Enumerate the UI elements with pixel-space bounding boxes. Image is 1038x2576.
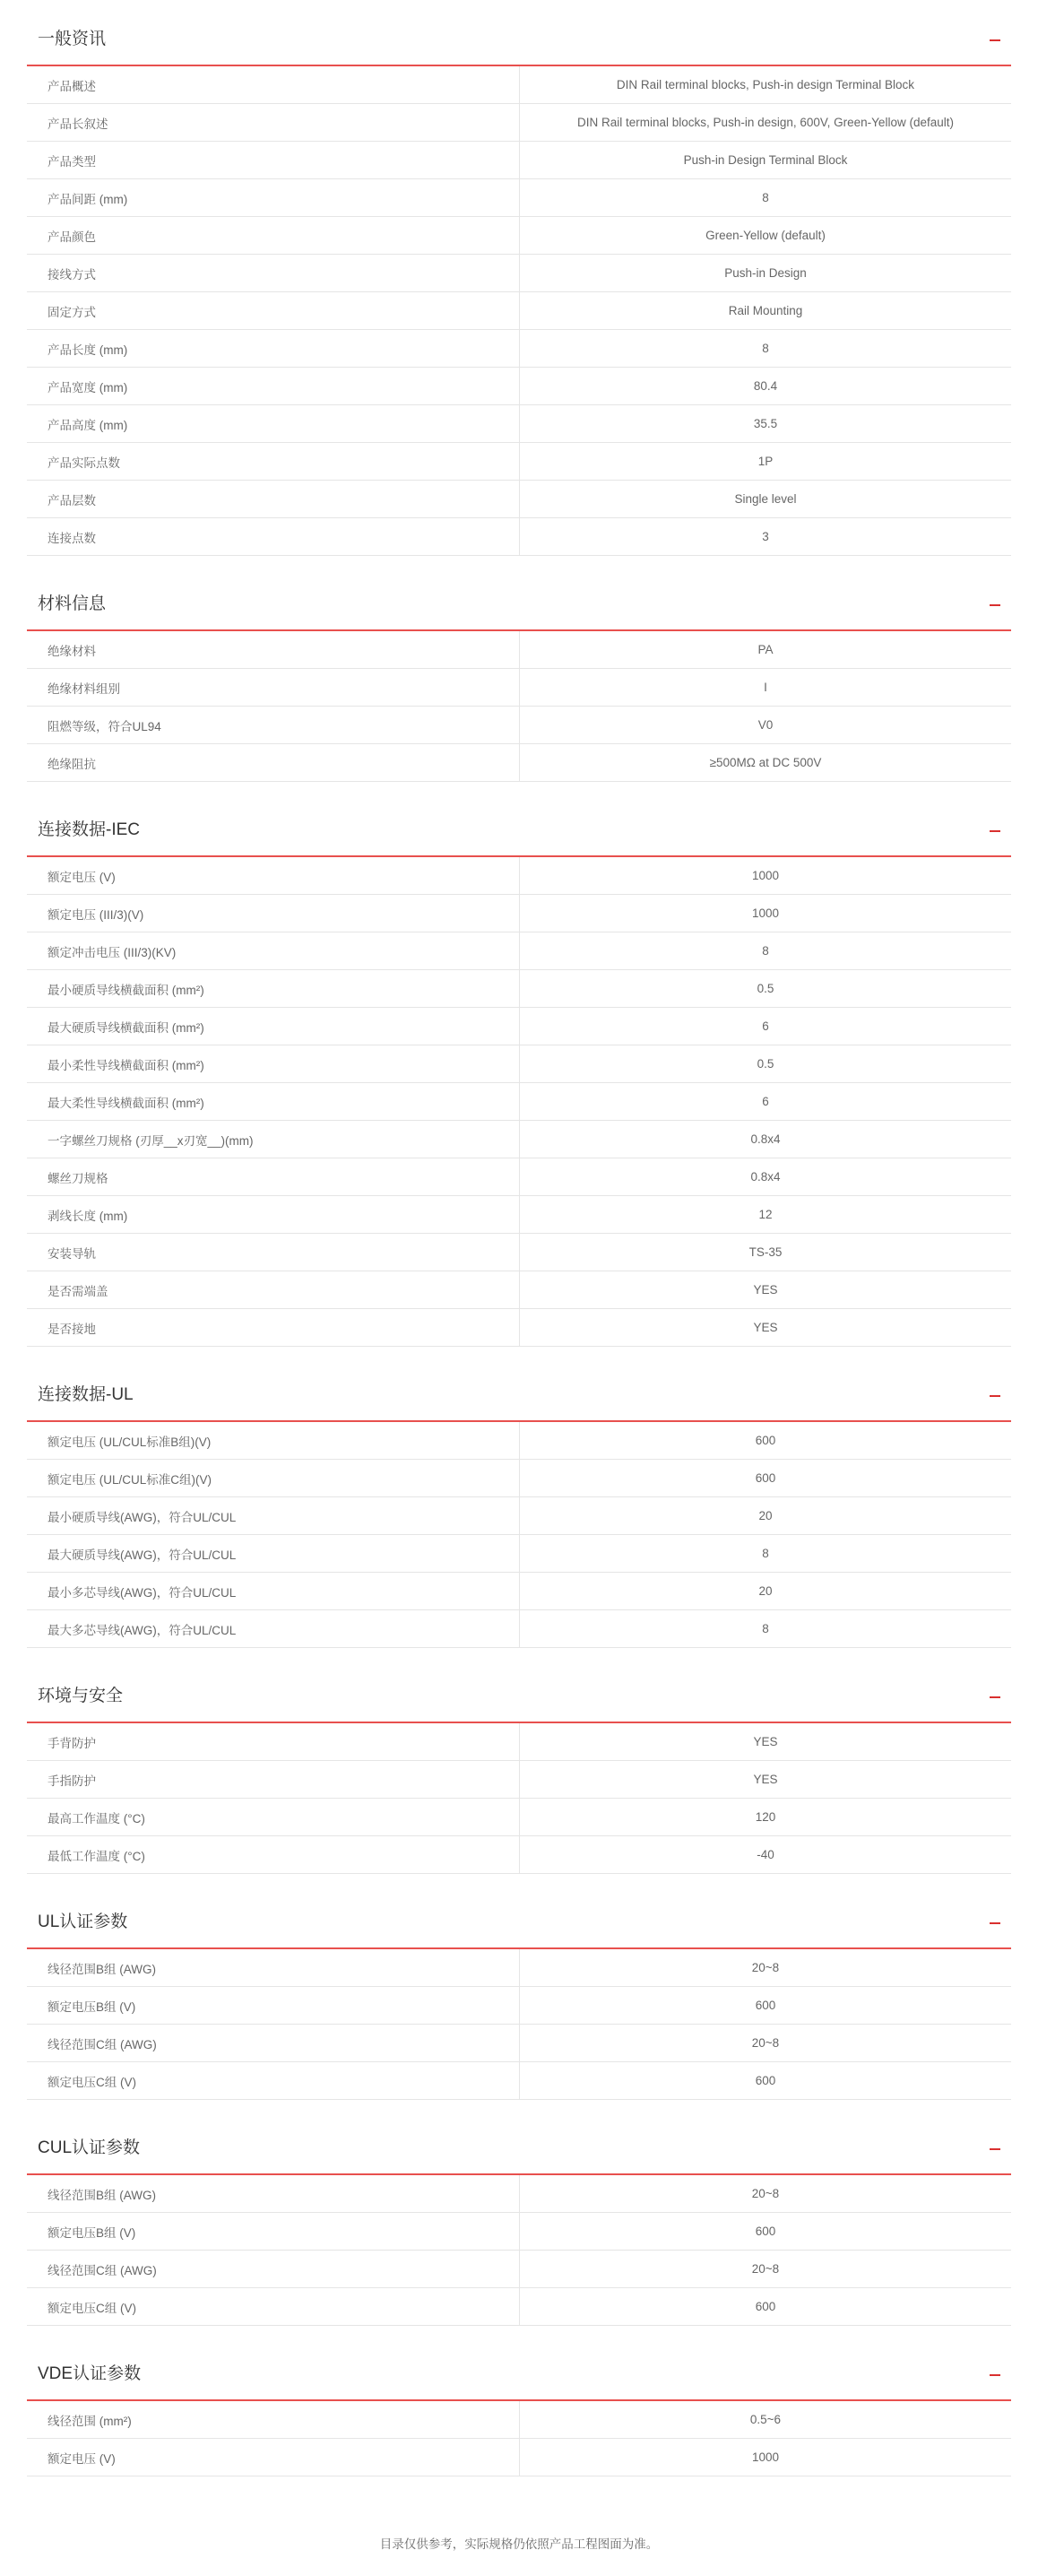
footer-note: 目录仅供参考，实际规格仍依照产品工程图面为准。 — [379, 2537, 659, 2551]
collapse-toggle-icon[interactable] — [990, 816, 1000, 834]
table-row — [27, 1987, 1011, 2025]
spec-label: 手指防护 — [27, 1761, 520, 1799]
spec-label: 产品高度 (mm) — [27, 405, 520, 443]
spec-value: 600 — [520, 1460, 1012, 1497]
section-header — [27, 2335, 1011, 2401]
table-row — [27, 2251, 1011, 2288]
spec-table — [27, 2175, 1011, 2326]
table-row — [27, 857, 1011, 895]
table-row — [27, 1573, 1011, 1610]
spec-table — [27, 857, 1011, 1347]
spec-value: Rail Mounting — [520, 292, 1012, 330]
spec-value: 8 — [520, 1610, 1012, 1648]
table-row — [27, 405, 1011, 443]
spec-label: 产品间距 (mm) — [27, 179, 520, 217]
spec-label: 产品长度 (mm) — [27, 330, 520, 368]
spec-value: V0 — [520, 707, 1012, 744]
spec-label: 产品颜色 — [27, 217, 520, 255]
spec-label: 产品层数 — [27, 481, 520, 518]
spec-label: 固定方式 — [27, 292, 520, 330]
spec-section — [27, 0, 1011, 565]
spec-section — [27, 791, 1011, 1356]
spec-label: 产品长叙述 — [27, 104, 520, 142]
spec-label: 最高工作温度 (°C) — [27, 1799, 520, 1836]
spec-label: 产品实际点数 — [27, 443, 520, 481]
spec-value: YES — [520, 1309, 1012, 1347]
spec-label: 线径范围C组 (AWG) — [27, 2251, 520, 2288]
collapse-toggle-icon[interactable] — [990, 1682, 1000, 1700]
spec-label: 额定电压 (III/3)(V) — [27, 895, 520, 932]
table-row — [27, 66, 1011, 104]
table-row — [27, 2213, 1011, 2251]
section-title: 连接数据-UL — [38, 1385, 134, 1404]
spec-value: I — [520, 669, 1012, 707]
spec-label: 额定电压B组 (V) — [27, 1987, 520, 2025]
spec-value: 600 — [520, 2062, 1012, 2100]
spec-value: 20~8 — [520, 2025, 1012, 2062]
section-header — [27, 2109, 1011, 2175]
table-row — [27, 707, 1011, 744]
section-title: 环境与安全 — [38, 1687, 124, 1705]
table-row — [27, 1460, 1011, 1497]
table-row — [27, 481, 1011, 518]
section-title: 材料信息 — [38, 594, 107, 613]
section-header — [27, 565, 1011, 631]
spec-value: Push-in Design — [520, 255, 1012, 292]
spec-section — [27, 1356, 1011, 1657]
spec-value: 20~8 — [520, 2175, 1012, 2213]
spec-label: 最小柔性导线横截面积 (mm²) — [27, 1045, 520, 1083]
spec-section — [27, 2109, 1011, 2335]
spec-label: 是否需端盖 — [27, 1271, 520, 1309]
spec-label: 额定电压 (V) — [27, 857, 520, 895]
table-row — [27, 631, 1011, 669]
section-title: UL认证参数 — [38, 1912, 128, 1931]
spec-value: 0.8x4 — [520, 1121, 1012, 1158]
spec-label: 线径范围B组 (AWG) — [27, 2175, 520, 2213]
spec-value: 35.5 — [520, 405, 1012, 443]
spec-value: 600 — [520, 1422, 1012, 1460]
table-row — [27, 1761, 1011, 1799]
spec-value: 6 — [520, 1083, 1012, 1121]
table-row — [27, 443, 1011, 481]
spec-label: 额定冲击电压 (III/3)(KV) — [27, 932, 520, 970]
table-row — [27, 255, 1011, 292]
spec-label: 最小硬质导线横截面积 (mm²) — [27, 970, 520, 1008]
table-row — [27, 744, 1011, 782]
spec-label: 额定电压 (UL/CUL标准C组)(V) — [27, 1460, 520, 1497]
table-row — [27, 2288, 1011, 2326]
spec-value: YES — [520, 1271, 1012, 1309]
table-row — [27, 292, 1011, 330]
spec-label: 线径范围B组 (AWG) — [27, 1949, 520, 1987]
table-row — [27, 2025, 1011, 2062]
table-row — [27, 142, 1011, 179]
spec-section — [27, 1657, 1011, 1883]
spec-value: ≥500MΩ at DC 500V — [520, 744, 1012, 782]
spec-label: 产品概述 — [27, 66, 520, 104]
spec-label: 产品类型 — [27, 142, 520, 179]
table-row — [27, 669, 1011, 707]
collapse-toggle-icon[interactable] — [990, 590, 1000, 608]
spec-value: 8 — [520, 330, 1012, 368]
spec-value: 0.5 — [520, 970, 1012, 1008]
table-row — [27, 104, 1011, 142]
spec-label: 最低工作温度 (°C) — [27, 1836, 520, 1874]
spec-table — [27, 66, 1011, 556]
table-row — [27, 1799, 1011, 1836]
spec-value: 0.5 — [520, 1045, 1012, 1083]
spec-value: 1000 — [520, 2439, 1012, 2476]
spec-value: 20 — [520, 1573, 1012, 1610]
table-row — [27, 895, 1011, 932]
section-header — [27, 0, 1011, 66]
table-row — [27, 1121, 1011, 1158]
spec-section — [27, 1883, 1011, 2109]
table-row — [27, 2439, 1011, 2476]
table-row — [27, 330, 1011, 368]
spec-value: Push-in Design Terminal Block — [520, 142, 1012, 179]
table-row — [27, 1949, 1011, 1987]
spec-section — [27, 565, 1011, 791]
spec-value: 120 — [520, 1799, 1012, 1836]
spec-label: 最大硬质导线(AWG)，符合UL/CUL — [27, 1535, 520, 1573]
spec-value: 8 — [520, 1535, 1012, 1573]
table-row — [27, 2401, 1011, 2439]
spec-value: 20~8 — [520, 2251, 1012, 2288]
spec-value: TS-35 — [520, 1234, 1012, 1271]
table-row — [27, 1422, 1011, 1460]
spec-label: 额定电压C组 (V) — [27, 2062, 520, 2100]
spec-table — [27, 631, 1011, 782]
spec-value: 80.4 — [520, 368, 1012, 405]
spec-label: 绝缘材料 — [27, 631, 520, 669]
spec-label: 额定电压 (UL/CUL标准B组)(V) — [27, 1422, 520, 1460]
spec-label: 额定电压C组 (V) — [27, 2288, 520, 2326]
spec-label: 安装导轨 — [27, 1234, 520, 1271]
table-row — [27, 1008, 1011, 1045]
spec-value: 1000 — [520, 895, 1012, 932]
table-row — [27, 2175, 1011, 2213]
table-row — [27, 368, 1011, 405]
section-header — [27, 1356, 1011, 1422]
spec-value: 600 — [520, 2213, 1012, 2251]
table-row — [27, 1234, 1011, 1271]
spec-value: 8 — [520, 932, 1012, 970]
spec-value: 0.5~6 — [520, 2401, 1012, 2439]
table-row — [27, 2062, 1011, 2100]
section-header — [27, 1883, 1011, 1949]
spec-label: 线径范围 (mm²) — [27, 2401, 520, 2439]
section-title: 一般资讯 — [38, 30, 107, 48]
spec-value: 0.8x4 — [520, 1158, 1012, 1196]
section-title: CUL认证参数 — [38, 2138, 141, 2157]
spec-table — [27, 1949, 1011, 2100]
section-header — [27, 791, 1011, 857]
table-row — [27, 518, 1011, 556]
table-row — [27, 1196, 1011, 1234]
spec-sections — [27, 0, 1011, 2485]
spec-value: 600 — [520, 1987, 1012, 2025]
section-header — [27, 1657, 1011, 1723]
spec-table — [27, 1422, 1011, 1648]
table-row — [27, 217, 1011, 255]
table-row — [27, 1271, 1011, 1309]
spec-value: 6 — [520, 1008, 1012, 1045]
spec-value: 20~8 — [520, 1949, 1012, 1987]
table-row — [27, 1723, 1011, 1761]
spec-value: Single level — [520, 481, 1012, 518]
spec-label: 最大多芯导线(AWG)，符合UL/CUL — [27, 1610, 520, 1648]
spec-value: 1P — [520, 443, 1012, 481]
spec-value: YES — [520, 1723, 1012, 1761]
collapse-toggle-icon[interactable] — [990, 2134, 1000, 2152]
spec-value: -40 — [520, 1836, 1012, 1874]
spec-value: 1000 — [520, 857, 1012, 895]
spec-label: 是否接地 — [27, 1309, 520, 1347]
spec-label: 最大硬质导线横截面积 (mm²) — [27, 1008, 520, 1045]
spec-label: 额定电压 (V) — [27, 2439, 520, 2476]
table-row — [27, 1497, 1011, 1535]
spec-label: 产品宽度 (mm) — [27, 368, 520, 405]
spec-value: DIN Rail terminal blocks, Push-in design, 600V, Green-Yellow (default) — [520, 104, 1012, 142]
collapse-toggle-icon[interactable] — [990, 25, 1000, 43]
table-row — [27, 970, 1011, 1008]
table-row — [27, 1158, 1011, 1196]
table-row — [27, 1083, 1011, 1121]
spec-value: YES — [520, 1761, 1012, 1799]
spec-value: 600 — [520, 2288, 1012, 2326]
spec-label: 手背防护 — [27, 1723, 520, 1761]
spec-section — [27, 2335, 1011, 2485]
spec-label: 一字螺丝刀规格 (刃厚__x刃宽__)(mm) — [27, 1121, 520, 1158]
spec-value: PA — [520, 631, 1012, 669]
table-row — [27, 1309, 1011, 1347]
spec-value: 20 — [520, 1497, 1012, 1535]
table-row — [27, 1610, 1011, 1648]
section-title: 连接数据-IEC — [38, 820, 141, 839]
collapse-toggle-icon[interactable] — [990, 1908, 1000, 1926]
table-row — [27, 1836, 1011, 1874]
spec-value: DIN Rail terminal blocks, Push-in design Terminal Block — [520, 66, 1012, 104]
spec-label: 额定电压B组 (V) — [27, 2213, 520, 2251]
spec-label: 最小多芯导线(AWG)，符合UL/CUL — [27, 1573, 520, 1610]
spec-label: 绝缘阻抗 — [27, 744, 520, 782]
spec-value: 12 — [520, 1196, 1012, 1234]
collapse-toggle-icon[interactable] — [990, 2360, 1000, 2378]
spec-value: Green-Yellow (default) — [520, 217, 1012, 255]
spec-label: 螺丝刀规格 — [27, 1158, 520, 1196]
spec-label: 阻燃等级，符合UL94 — [27, 707, 520, 744]
table-row — [27, 179, 1011, 217]
spec-table — [27, 2401, 1011, 2476]
spec-table — [27, 1723, 1011, 1874]
table-row — [27, 1535, 1011, 1573]
spec-label: 最小硬质导线(AWG)，符合UL/CUL — [27, 1497, 520, 1535]
spec-label: 最大柔性导线横截面积 (mm²) — [27, 1083, 520, 1121]
collapse-toggle-icon[interactable] — [990, 1381, 1000, 1399]
spec-value: 8 — [520, 179, 1012, 217]
spec-label: 线径范围C组 (AWG) — [27, 2025, 520, 2062]
spec-label: 连接点数 — [27, 518, 520, 556]
spec-label: 接线方式 — [27, 255, 520, 292]
table-row — [27, 932, 1011, 970]
spec-label: 剥线长度 (mm) — [27, 1196, 520, 1234]
spec-value: 3 — [520, 518, 1012, 556]
table-row — [27, 1045, 1011, 1083]
section-title: VDE认证参数 — [38, 2364, 142, 2383]
spec-label: 绝缘材料组别 — [27, 669, 520, 707]
